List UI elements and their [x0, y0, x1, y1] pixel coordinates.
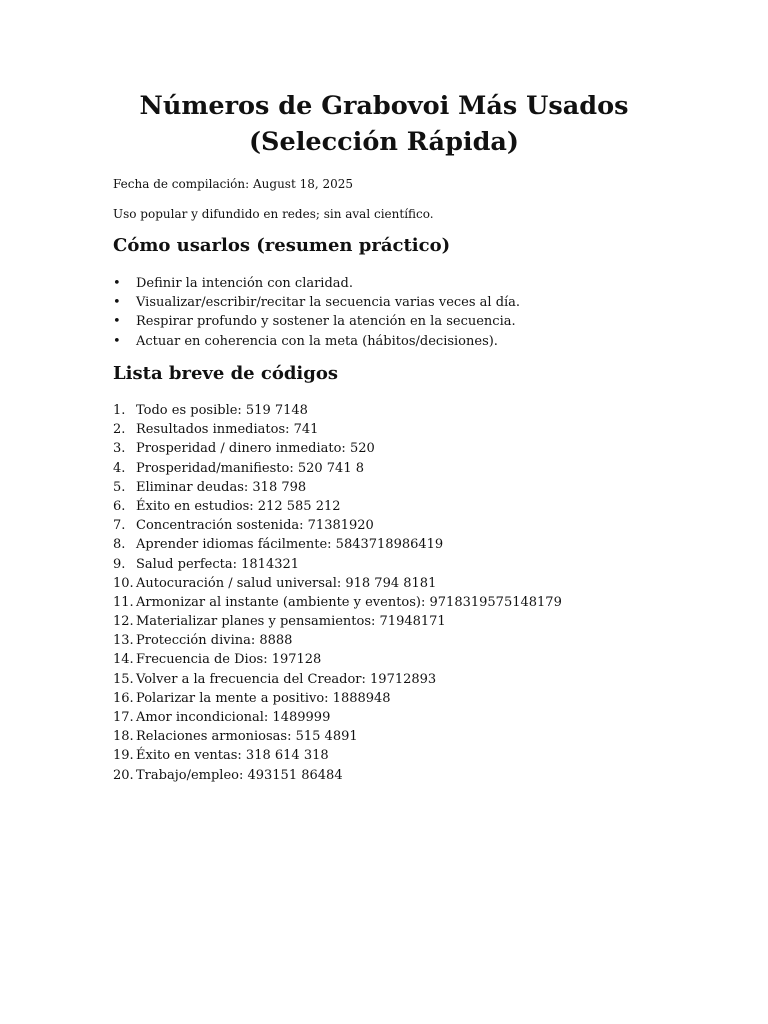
code-list-item — [113, 593, 562, 612]
code-number: 17. — [113, 710, 134, 725]
code-number: 7. — [113, 518, 126, 534]
code-list-item — [113, 420, 562, 439]
usage-list-item: • Definir la intención con claridad. — [113, 274, 520, 293]
code-text: Salud perfecta: 1814321 — [136, 556, 300, 572]
code-text: Éxito en ventas: 318 614 318 — [136, 748, 329, 764]
code-text: Armonizar al instante (ambiente y eventos): 9718319575148179 — [136, 594, 562, 610]
code-number: 13. — [113, 633, 134, 649]
code-list-item — [113, 650, 562, 669]
code-text: Relaciones armoniosas: 515 4891 — [136, 729, 358, 745]
code-text: Éxito en estudios: 212 585 212 — [136, 498, 341, 514]
usage-section-heading: Cómo usarlos (resumen práctico) — [113, 235, 451, 256]
disclaimer-text: Uso popular y difundido en redes; sin aval científico. — [113, 207, 434, 221]
code-list-item — [113, 746, 562, 765]
compile-date: Fecha de compilación: August 18, 2025 — [113, 177, 354, 191]
code-text: Amor incondicional: 1489999 — [136, 710, 331, 725]
code-number: 6. — [113, 498, 126, 514]
code-number: 9. — [113, 556, 126, 572]
code-list-item — [113, 574, 562, 593]
code-list-item — [113, 478, 562, 497]
code-list-item — [113, 535, 562, 554]
code-list-item — [113, 555, 562, 574]
code-number: 11. — [113, 594, 134, 610]
code-list-item — [113, 401, 562, 420]
code-list-item — [113, 727, 562, 746]
code-list-item — [113, 670, 562, 689]
code-number: 14. — [113, 652, 134, 668]
code-list-item — [113, 459, 562, 478]
code-number: 19. — [113, 748, 134, 764]
code-number: 4. — [113, 460, 126, 476]
code-number: 8. — [113, 537, 126, 553]
code-list-item — [113, 439, 562, 458]
code-text: Prosperidad / dinero inmediato: 520 — [136, 441, 375, 457]
code-text: Eliminar deudas: 318 798 — [136, 479, 307, 495]
code-text: Polarizar la mente a positivo: 1888948 — [136, 690, 391, 706]
code-list-item — [113, 689, 562, 708]
bullet-icon: • — [113, 295, 121, 311]
code-number: 5. — [113, 479, 126, 495]
code-number: 1. — [113, 403, 126, 418]
code-text: Autocuración / salud universal: 918 794 8181 — [136, 575, 437, 591]
code-list-item — [113, 631, 562, 650]
code-text: Volver a la frecuencia del Creador: 19712893 — [136, 671, 437, 687]
bullet-icon: • — [113, 333, 121, 349]
usage-list-item: • Actuar en coherencia con la meta (hábitos/decisiones). — [113, 332, 520, 351]
codes-list — [113, 401, 562, 785]
code-number: 12. — [113, 614, 134, 630]
code-number: 2. — [113, 422, 126, 438]
code-number: 18. — [113, 729, 134, 745]
bullet-icon: • — [113, 314, 121, 330]
code-text: Protección divina: 8888 — [136, 633, 293, 649]
code-list-item — [113, 497, 562, 516]
usage-list-item: • Respirar profundo y sostener la atención en la secuencia. — [113, 312, 520, 331]
code-number: 20. — [113, 767, 134, 783]
code-text: Aprender idiomas fácilmente: 5843718986419 — [136, 537, 444, 553]
document-title: Números de Grabovoi Más Usados (Selección Rápida) — [139, 91, 629, 157]
code-number: 15. — [113, 671, 134, 687]
codes-section-heading: Lista breve de códigos — [113, 363, 338, 384]
code-number: 3. — [113, 441, 126, 457]
code-text: Frecuencia de Dios: 197128 — [136, 652, 322, 668]
code-text: Todo es posible: 519 7148 — [136, 403, 308, 418]
code-number: 16. — [113, 690, 134, 706]
code-list-item — [113, 516, 562, 535]
bullet-icon: • — [113, 276, 121, 291]
code-text: Materializar planes y pensamientos: 71948171 — [136, 614, 446, 630]
code-text: Concentración sostenida: 71381920 — [136, 518, 374, 534]
code-list-item — [113, 612, 562, 631]
usage-list-item: • Visualizar/escribir/recitar la secuencia varias veces al día. — [113, 293, 520, 312]
code-list-item — [113, 708, 562, 727]
code-text: Resultados inmediatos: 741 — [136, 422, 319, 438]
code-list-item — [113, 766, 562, 785]
code-number: 10. — [113, 575, 134, 591]
code-text: Trabajo/empleo: 493151 86484 — [136, 767, 343, 783]
code-text: Prosperidad/manifiesto: 520 741 8 — [136, 460, 364, 476]
usage-list — [113, 274, 520, 351]
